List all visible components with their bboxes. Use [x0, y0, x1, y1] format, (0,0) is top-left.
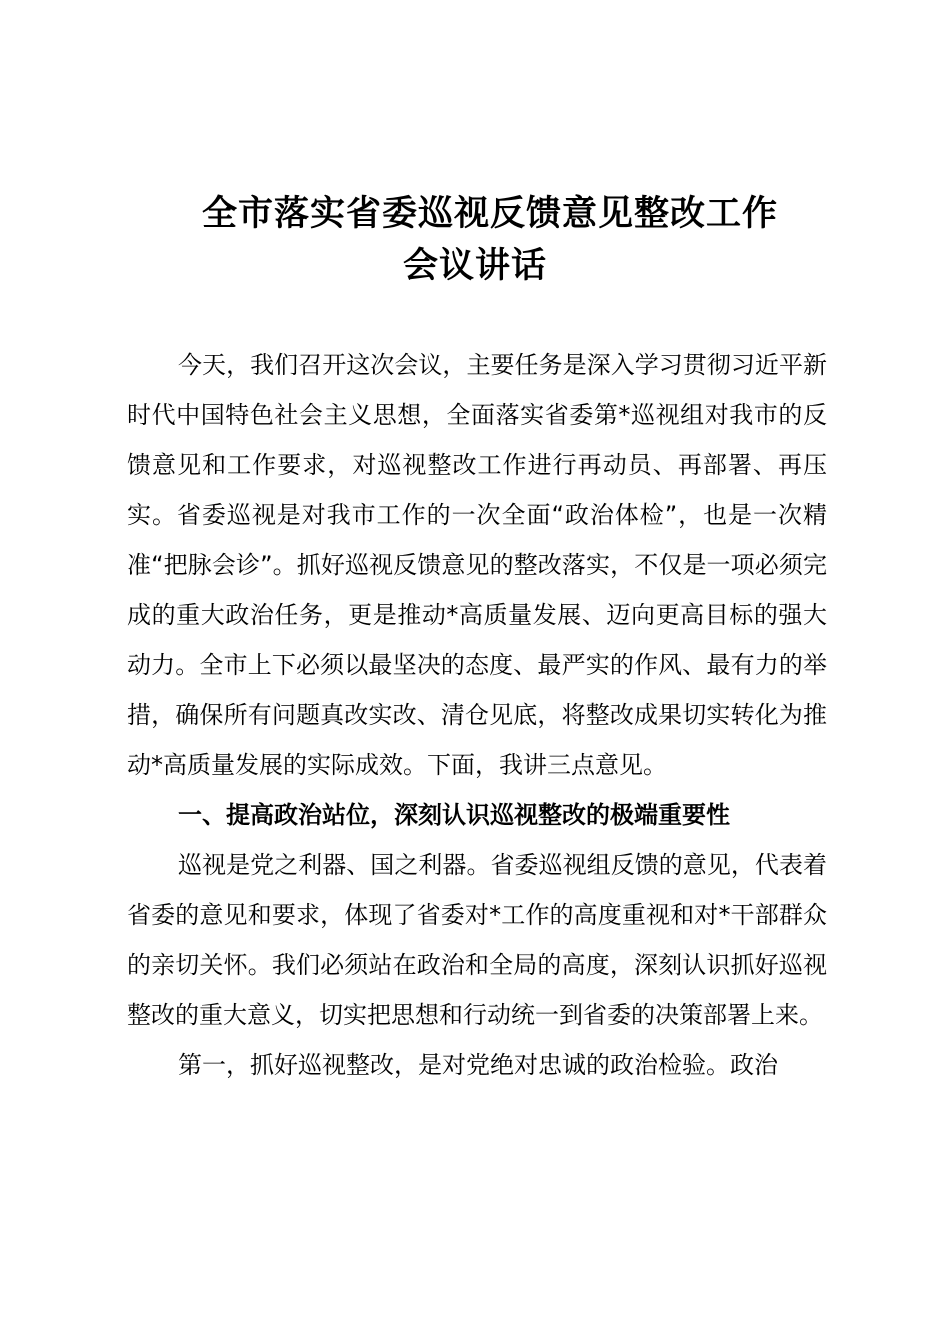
document-title-line-2: 会议讲话 — [402, 245, 547, 286]
intro-paragraph: 今天，我们召开这次会议，主要任务是深入学习贯彻习近平新时代中国特色社会主义思想，全面落实省委第*巡视组对我市的反馈意见和工作要求，对巡视整改工作进行再动员、再部署、再压实。省委巡视是对我市工作的一次全面“政治体检”，也是一次精准“把脉会诊”。抓好巡视反馈意见的整改落实，不仅是一项必须完成的重大政治任务，更是推动*高质量发展、迈向更高目标的强大动力。全市上下必须以最坚决的态度、最严实的作风、最有力的举措，确保所有问题真改实改、清仓见底，将整改成果切实转化为推动*高质量发展的实际成效。下面，我讲三点意见。 — [127, 351, 827, 779]
section-1-paragraph: 巡视是党之利器、国之利器。省委巡视组反馈的意见，代表着省委的意见和要求，体现了省委对*工作的高度重视和对*干部群众的亲切关怀。我们必须站在政治和全局的高度，深刻认识抓好巡视整改的重大意义，切实把思想和行动统一到省委的决策部署上来。 — [127, 851, 827, 1029]
point-1-paragraph: 第一，抓好巡视整改，是对党绝对忠诚的政治检验。政治 — [178, 1051, 778, 1079]
section-heading-1: 一、提高政治站位，深刻认识巡视整改的极端重要性 — [178, 801, 730, 829]
document-title-line-1: 全市落实省委巡视反馈意见整改工作 — [201, 193, 778, 234]
document-body — [127, 340, 827, 1090]
